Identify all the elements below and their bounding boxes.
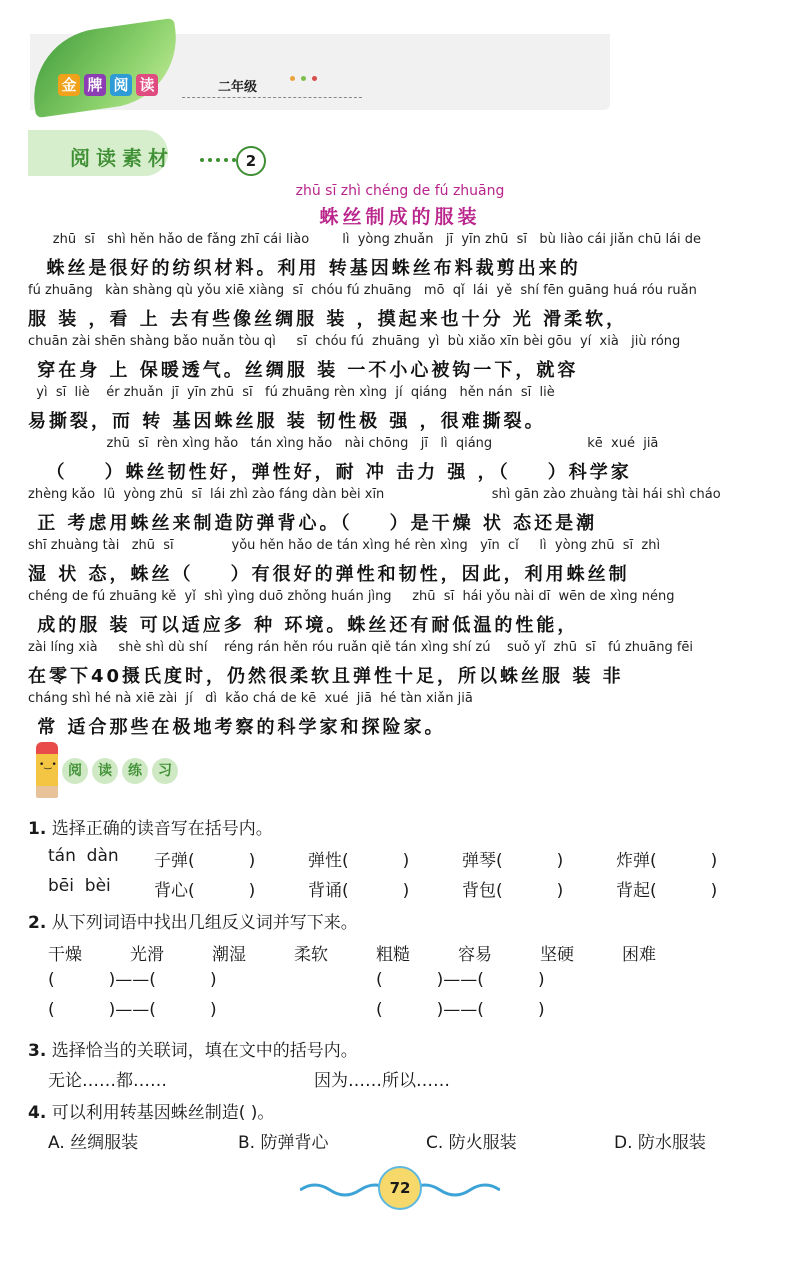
- brand-char: 金: [58, 74, 80, 96]
- grade-label: 二年级: [218, 80, 258, 95]
- exercise-tag: [30, 742, 190, 802]
- question-prompt: 从下列词语中找出几组反义词并写下来。: [51, 913, 358, 933]
- header-divider: [182, 97, 362, 98]
- word: 光滑: [130, 945, 164, 965]
- conjunction-option: 因为……所以……: [314, 1071, 450, 1091]
- choice-c[interactable]: C. 防火服装: [426, 1133, 517, 1153]
- word: 粗糙: [376, 945, 410, 965]
- exercise-title-char: 阅: [62, 758, 88, 784]
- answer-blank[interactable]: ( )——( ): [376, 970, 545, 990]
- brand-logo: [58, 74, 158, 96]
- word: 干燥: [48, 945, 82, 965]
- exercise-title-char: 读: [92, 758, 118, 784]
- word: 困难: [622, 945, 656, 965]
- word: 潮湿: [212, 945, 246, 965]
- pinyin-line: yì sī liè ér zhuǎn jī yīn zhū sī fú zhuāng rèn xìng jí qiáng hěn nán sī liè: [28, 385, 555, 400]
- pinyin-line: shī zhuàng tài zhū sī yǒu hěn hǎo de tán xìng hé rèn xìng yīn cǐ lì yòng zhū sī zhì: [28, 538, 661, 553]
- answer-blank[interactable]: 炸弹( ): [616, 851, 718, 871]
- question-prompt: 选择恰当的关联词，填在文中的括号内。: [51, 1041, 358, 1061]
- antonym-row: [48, 970, 778, 996]
- section-number: 2: [236, 146, 266, 176]
- exercise-title-char: 习: [152, 758, 178, 784]
- question-number: 3.: [28, 1041, 47, 1061]
- text-line: 湿 状 态，蛛丝（ ）有很好的弹性和韧性，因此，利用蛛丝制: [28, 564, 630, 585]
- answer-blank[interactable]: 弹性( ): [308, 851, 410, 871]
- choice-b[interactable]: B. 防弹背心: [238, 1133, 329, 1153]
- choice-list: [48, 1128, 778, 1154]
- text-line: 易撕裂，而 转 基因蛛丝服 装 韧性极 强 ，很难撕裂。: [28, 411, 546, 432]
- text-line: 成的服 装 可以适应多 种 环境。蛛丝还有耐低温的性能，: [28, 615, 579, 636]
- word: 坚硬: [540, 945, 574, 965]
- answer-blank[interactable]: ( )——( ): [48, 970, 217, 990]
- page-number: 72: [378, 1166, 422, 1210]
- reading-options: tán dàn: [48, 846, 119, 866]
- pinyin-line: chéng de fú zhuāng kě yǐ shì yìng duō zhǒng huán jìng zhū sī hái yǒu nài dī wēn de xìng néng: [28, 589, 675, 604]
- q1-row-2: [48, 876, 778, 902]
- pinyin-line: zhū sī shì hěn hǎo de fǎng zhī cái liào lì yòng zhuǎn jī yīn zhū sī bù liào cái jiǎn chū lái de: [28, 232, 702, 247]
- question-number: 4.: [28, 1103, 47, 1123]
- answer-blank[interactable]: ( )——( ): [376, 1000, 545, 1020]
- choice-d[interactable]: D. 防水服装: [614, 1133, 706, 1153]
- antonym-row: [48, 1000, 778, 1026]
- text-line: 服 装 ，看 上 去有些像丝绸服 装 ，摸起来也十分 光 滑柔软，: [28, 309, 628, 330]
- answer-blank[interactable]: 背起( ): [616, 881, 718, 901]
- text-line: 在零下40摄氏度时，仍然很柔软且弹性十足，所以蛛丝服 装 非: [28, 666, 624, 687]
- answer-blank[interactable]: 背诵( ): [308, 881, 410, 901]
- exercise-title: [62, 758, 178, 784]
- q1-row-1: [48, 846, 778, 872]
- answer-blank[interactable]: 弹琴( ): [462, 851, 564, 871]
- pinyin-line: chuān zài shēn shàng bǎo nuǎn tòu qì sī chóu fú zhuāng yì bù xiǎo xīn bèi gōu yí xià jiù róng: [28, 334, 681, 349]
- pinyin-line: zhū sī rèn xìng hǎo tán xìng hǎo nài chōng jī lì qiáng kē xué jiā: [28, 436, 659, 451]
- answer-blank[interactable]: ( )——( ): [48, 1000, 217, 1020]
- pinyin-line: cháng shì hé nà xiē zài jí dì kǎo chá de kē xué jiā hé tàn xiǎn jiā: [28, 691, 473, 706]
- pinyin-line: zhèng kǎo lǜ yòng zhū sī lái zhì zào fáng dàn bèi xīn shì gān zào zhuàng tài hái shì cháo: [28, 487, 721, 502]
- word: 容易: [458, 945, 492, 965]
- question-number: 1.: [28, 819, 47, 839]
- question-prompt: 选择正确的读音写在括号内。: [51, 819, 273, 839]
- question-2: [28, 908, 358, 933]
- pencil-mascot-icon: •‿•: [36, 742, 58, 798]
- exercise-title-char: 练: [122, 758, 148, 784]
- word: 柔软: [294, 945, 328, 965]
- section-title: 阅读素材: [70, 146, 174, 170]
- pinyin-line: fú zhuāng kàn shàng qù yǒu xiē xiàng sī chóu fú zhuāng mō qǐ lái yě shí fēn guāng huá róu ruǎn: [28, 283, 697, 298]
- question-number: 2.: [28, 913, 47, 933]
- pinyin-line: zài líng xià shè shì dù shí réng rán hěn róu ruǎn qiě tán xìng shí zú suǒ yǐ zhū sī fú zhuāng fēi: [28, 640, 694, 655]
- question-3: [28, 1036, 358, 1061]
- question-1: [28, 814, 273, 839]
- choice-a[interactable]: A. 丝绸服装: [48, 1133, 139, 1153]
- answer-blank[interactable]: 背包( ): [462, 881, 564, 901]
- answer-blank[interactable]: 背心( ): [154, 881, 256, 901]
- brand-char: 牌: [84, 74, 106, 96]
- brand-char: 阅: [110, 74, 132, 96]
- decor-dots: [290, 76, 317, 81]
- brand-char: 读: [136, 74, 158, 96]
- conjunction-options: [48, 1066, 778, 1092]
- question-prompt: 可以利用转基因蛛丝制造( )。: [51, 1103, 275, 1123]
- text-line: （ ）蛛丝韧性好，弹性好，耐 冲 击力 强 ，（ ）科学家: [28, 462, 632, 483]
- text-line: 蛛丝是很好的纺织材料。利用 转基因蛛丝布料裁剪出来的: [28, 258, 581, 279]
- text-line: 正 考虑用蛛丝来制造防弹背心。（ ）是干燥 状 态还是潮: [28, 513, 598, 534]
- text-line: 常 适合那些在极地考察的科学家和探险家。: [28, 717, 446, 738]
- conjunction-option: 无论……都……: [48, 1071, 167, 1091]
- article-body: [28, 232, 773, 742]
- article-title-pinyin: zhū sī zhì chéng de fú zhuāng: [295, 183, 505, 199]
- reading-options: bēi bèi: [48, 876, 111, 896]
- article-title: 蛛丝制成的服装: [319, 206, 481, 228]
- answer-blank[interactable]: 子弹( ): [154, 851, 256, 871]
- text-line: 穿在身 上 保暖透气。丝绸服 装 一不小心被钩一下，就容: [28, 360, 579, 381]
- question-4: [28, 1098, 274, 1123]
- word-list: [48, 940, 778, 966]
